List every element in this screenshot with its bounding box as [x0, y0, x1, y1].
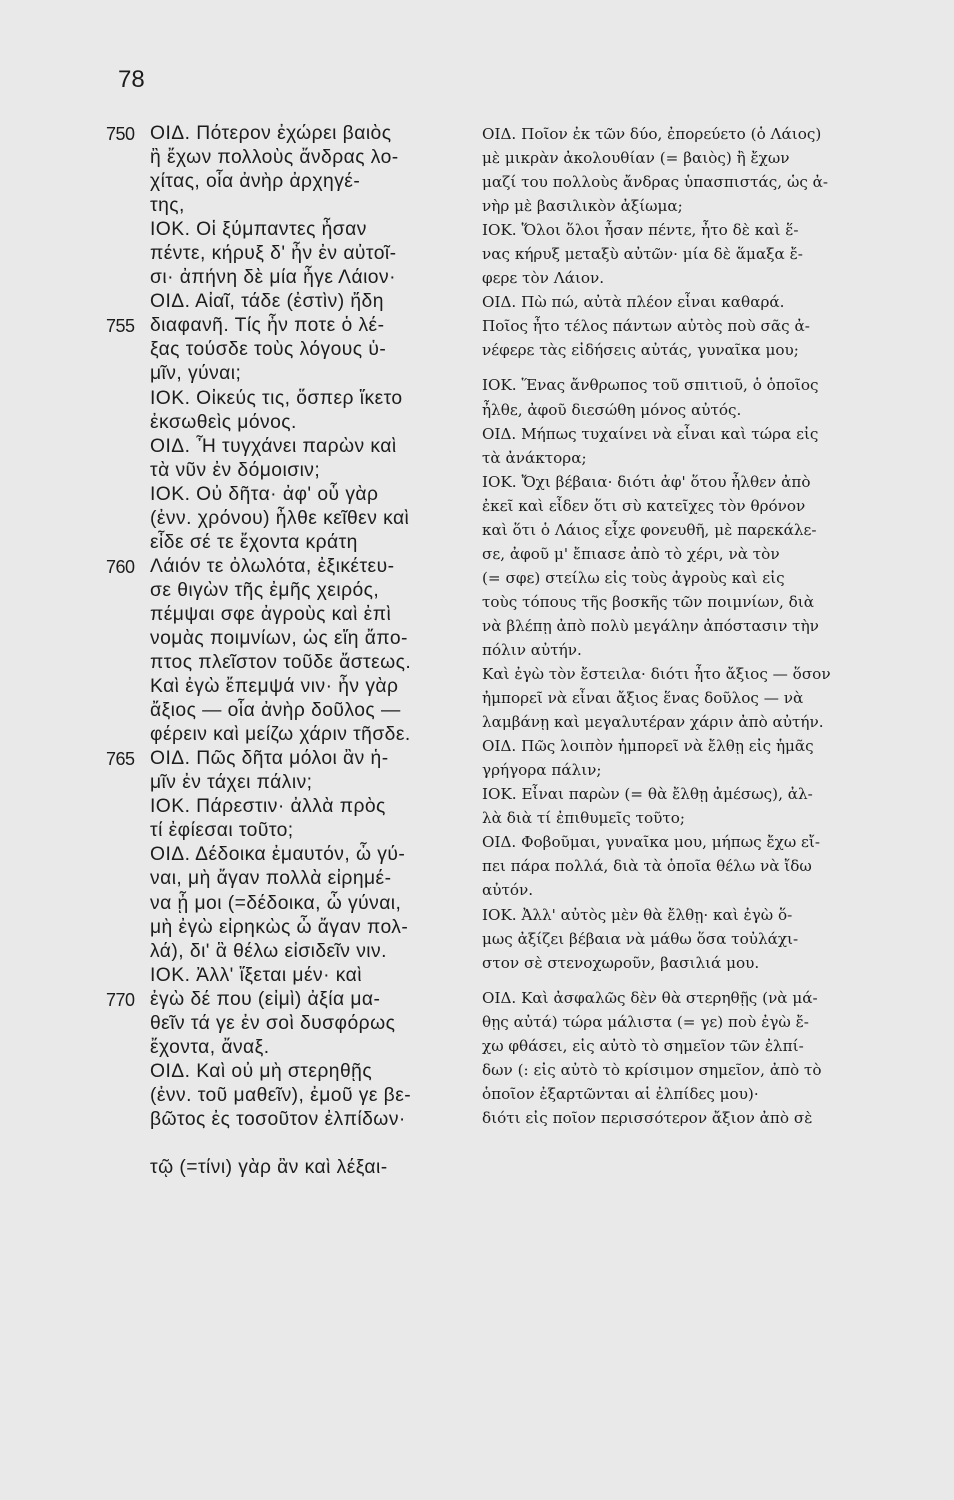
- translation-line: σε, ἀφοῦ μ' ἔπιασε ἀπὸ τὸ χέρι, νὰ τὸν: [482, 544, 780, 563]
- greek-line-text: νομὰς ποιμνίων, ὡς εἴη ἄπο-: [150, 627, 408, 649]
- greek-line: [150, 627, 468, 651]
- greek-line-text: ΟΙΔ. Δέδοικα ἐμαυτόν, ὦ γύ-: [150, 844, 406, 866]
- greek-line: [150, 170, 468, 194]
- translation-line: ΟΙΔ. Καὶ ἀσφαλῶς δὲν θὰ στερηθῇς (νὰ μά-: [482, 988, 818, 1007]
- greek-line-text: σε θιγὼν τῆς ἐμῆς χειρός,: [150, 579, 380, 601]
- translation-line: πόλιν αὐτήν.: [482, 640, 582, 659]
- modern-translation-column: [482, 122, 914, 1130]
- greek-line-text: ΙΟΚ. Οἱ ξύμπαντες ἦσαν: [150, 219, 367, 241]
- translation-line: μαζί του πολλοὺς ἄνδρας ὑπασπιστάς, ὡς ἀ-: [482, 173, 829, 192]
- translation-line: ΟΙΔ. Πῶς λοιπὸν ἠμπορεῖ νὰ ἔλθῃ εἰς ἡμᾶς: [482, 737, 814, 756]
- greek-line: [150, 819, 468, 843]
- greek-line-text: μῖν ἐν τάχει πάλιν;: [150, 772, 313, 794]
- greek-line-text: πέντε, κήρυξ δ' ἦν ἐν αὐτοῖ-: [150, 243, 397, 265]
- translation-line: νας κήρυξ μεταξὺ αὐτῶν· μία δὲ ἅμαξα ἔ-: [482, 245, 803, 264]
- greek-line-text: (ἐνν. τοῦ μαθεῖν), ἐμοῦ γε βε-: [150, 1084, 412, 1106]
- greek-line: [150, 435, 468, 459]
- greek-line: [150, 531, 468, 555]
- translation-line: θῃς αὐτά) τώρα μάλιστα (= γε) ποὺ ἐγὼ ἔ-: [482, 1012, 809, 1031]
- translation-line: λαμβάνῃ καὶ μεγαλυτέραν χάριν ἀπὸ αὐτήν.: [482, 713, 824, 732]
- translation-line: (= σφε) στείλω εἰς τοὺς ἀγροὺς καὶ εἰς: [482, 568, 785, 587]
- greek-line-text: πτος πλεῖστον τοῦδε ἄστεως.: [150, 652, 412, 674]
- greek-line: [150, 843, 468, 867]
- greek-line: [150, 771, 468, 795]
- translation-line: γρήγορα πάλιν;: [482, 761, 602, 780]
- greek-line-text: ἐκσωθεὶς μόνος.: [150, 411, 297, 433]
- greek-line: [106, 122, 468, 146]
- greek-line: [150, 338, 468, 362]
- greek-line-text: τῷ (=τίνι) γὰρ ἂν καὶ λέξαι-: [150, 1157, 388, 1179]
- translation-line: ΙΟΚ. Ὄχι βέβαια· διότι ἀφ' ὅτου ἦλθεν ἀπὸ: [482, 472, 811, 491]
- greek-line: [150, 916, 468, 940]
- translation-line: ΟΙΔ. Φοβοῦμαι, γυναῖκα μου, μήπως ἔχω εἴ-: [482, 833, 820, 852]
- greek-line-text: (ἐνν. χρόνου) ἦλθε κεῖθεν καὶ: [150, 507, 410, 529]
- greek-line-text: τὰ νῦν ἐν δόμοισιν;: [150, 459, 321, 481]
- greek-line: [150, 1108, 468, 1132]
- translation-line: μως ἀξίζει βέβαια νὰ μάθω ὅσα τοὐλάχι-: [482, 929, 799, 948]
- greek-line-text: βῶτος ἐς τοσοῦτον ἐλπίδων·: [150, 1108, 406, 1130]
- greek-line: [150, 579, 468, 603]
- greek-line: [150, 1084, 468, 1108]
- translation-line: στον σὲ στενοχωροῦν, βασιλιά μου.: [482, 953, 760, 972]
- translation-line: Ποῖος ἦτο τέλος πάντων αὐτὸς ποὺ σᾶς ἀ-: [482, 317, 810, 336]
- greek-line-text: μὴ ἐγὼ εἰρηκὼς ὦ ἄγαν πολ-: [150, 916, 409, 938]
- greek-line-text: μῖν, γύναι;: [150, 363, 242, 385]
- greek-line-text: διαφανῆ. Τίς ἦν ποτε ὁ λέ-: [150, 315, 385, 337]
- greek-line-text: θεῖν τά γε ἐν σοὶ δυσφόρως: [150, 1012, 396, 1034]
- greek-line: [150, 290, 468, 314]
- greek-line: [106, 747, 468, 771]
- greek-line-text: ΟΙΔ. Καὶ οὐ μὴ στερηθῇς: [150, 1060, 373, 1082]
- greek-line: [106, 555, 468, 579]
- verse-number: 770: [106, 989, 135, 1010]
- translation-line: φερε τὸν Λάιον.: [482, 269, 605, 288]
- greek-line: [150, 940, 468, 964]
- greek-line-text: φέρειν καὶ μείζω χάριν τῆσδε.: [150, 724, 411, 746]
- greek-line: [150, 892, 468, 916]
- greek-line: [150, 242, 468, 266]
- translation-line: ΙΟΚ. Ἕνας ἄνθρωπος τοῦ σπιτιοῦ, ὁ ὁποῖος: [482, 376, 819, 395]
- greek-line-text: ἄξιος — οἷα ἀνὴρ δοῦλος —: [150, 700, 401, 722]
- greek-line: [150, 507, 468, 531]
- greek-line: [150, 699, 468, 723]
- greek-line-text: ναι, μὴ ἄγαν πολλὰ εἰρημέ-: [150, 868, 392, 890]
- greek-line: [150, 387, 468, 411]
- translation-line: ΟΙΔ. Ποῖον ἐκ τῶν δύο, ἐπορεύετο (ὁ Λάιος): [482, 125, 822, 143]
- translation-line: νέφερε τὰς εἰδήσεις αὐτάς, γυναῖκα μου;: [482, 341, 799, 360]
- greek-line-text: ΙΟΚ. Οἰκεύς τις, ὅσπερ ἵκετο: [150, 387, 403, 409]
- greek-line: [150, 795, 468, 819]
- greek-line: [150, 411, 468, 435]
- greek-line-text: της,: [150, 195, 185, 217]
- greek-line: [150, 146, 468, 170]
- translation-line: χω φθάσει, εἰς αὐτὸ τὸ σημεῖον τῶν ἐλπί-: [482, 1036, 804, 1055]
- translation-line: μὲ μικρὰν ἀκολουθίαν (= βαιὸς) ἢ ἔχων: [482, 149, 790, 168]
- translation-line: ΙΟΚ. Ὅλοι ὅλοι ἦσαν πέντε, ἦτο δὲ καὶ ἕ-: [482, 221, 799, 240]
- greek-line-text: ΙΟΚ. Ἀλλ' ἵξεται μέν· καὶ: [150, 964, 362, 986]
- translation-line: ΟΙΔ. Πὼ πώ, αὐτὰ πλέον εἶναι καθαρά.: [482, 293, 785, 312]
- greek-line: [150, 964, 468, 988]
- greek-line-text: λά), δι' ἃ θέλω εἰσιδεῖν νιν.: [150, 940, 387, 962]
- greek-line: [150, 1060, 468, 1084]
- page-number: 78: [118, 66, 145, 93]
- greek-line: [150, 362, 468, 386]
- verse-number: 760: [106, 556, 135, 577]
- greek-line-text: Καὶ ἐγὼ ἔπεμψά νιν· ἦν γὰρ: [150, 676, 399, 698]
- translation-line: καὶ ὅτι ὁ Λάιος εἶχε φονευθῆ, μὲ παρεκάλε-: [482, 520, 817, 539]
- greek-line-text: ΟΙΔ. Πότερον ἐχώρει βαιὸς: [150, 123, 392, 144]
- greek-line: [150, 651, 468, 675]
- greek-line-text: πέμψαι σφε ἀγροὺς καὶ ἐπὶ: [150, 603, 392, 625]
- greek-line-text: ἔχοντα, ἄναξ.: [150, 1036, 270, 1058]
- translation-line: τοὺς τόπους τῆς βοσκῆς τῶν ποιμνίων, διὰ: [482, 592, 815, 611]
- translation-line: δων (: εἰς αὐτὸ τὸ κρίσιμον σημεῖον, ἀπὸ τὸ: [482, 1060, 822, 1079]
- greek-line: [150, 1156, 468, 1180]
- greek-line: [150, 1036, 468, 1060]
- greek-line-text: ΟΙΔ. Ἦ τυγχάνει παρὼν καὶ: [150, 435, 397, 457]
- verse-number: 750: [106, 124, 135, 144]
- translation-line: ΙΟΚ. Ἀλλ' αὐτὸς μὲν θὰ ἔλθῃ· καὶ ἐγὼ ὅ-: [482, 905, 793, 924]
- greek-line: [150, 603, 468, 627]
- greek-line: [150, 459, 468, 483]
- translation-line: ἐκεῖ καὶ εἶδεν ὅτι σὺ κατεῖχες τὸν θρόνον: [482, 496, 806, 515]
- greek-line: [150, 1132, 468, 1156]
- translation-line: ἠμπορεῖ νὰ εἶναι ἄξιος ἕνας δοῦλος — νὰ: [482, 689, 804, 708]
- translation-line: λὰ διὰ τί ἐπιθυμεῖς τοῦτο;: [482, 809, 686, 828]
- translation-line: Καὶ ἐγὼ τὸν ἔστειλα· διότι ἦτο ἄξιος — ὅσον: [482, 665, 831, 684]
- greek-line-text: ΟΙΔ. Πῶς δῆτα μόλοι ἂν ἡ-: [150, 748, 389, 770]
- translation-line: ὁποῖον ἐξαρτῶνται αἱ ἐλπίδες μου)·: [482, 1084, 759, 1103]
- greek-line-text: ΙΟΚ. Πάρεστιν· ἀλλὰ πρὸς: [150, 796, 386, 818]
- greek-line-text: ΟΙΔ. Αἰαῖ, τάδε (ἐστὶν) ἤδη: [150, 291, 384, 313]
- greek-line: [150, 218, 468, 242]
- translation-line: διότι εἰς ποῖον περισσότερον ἄξιον ἀπὸ σὲ: [482, 1108, 813, 1127]
- translation-line: νὴρ μὲ βασιλικὸν ἀξίωμα;: [482, 197, 683, 216]
- greek-line-text: εἶδε σέ τε ἔχοντα κράτη: [150, 531, 358, 553]
- greek-line: [150, 723, 468, 747]
- greek-line-text: σι· ἀπήνη δὲ μία ἦγε Λάιον·: [150, 267, 396, 289]
- verse-number: 755: [106, 316, 135, 337]
- translation-line: πει πάρα πολλά, διὰ τὰ ὁποῖα θέλω νὰ ἴδω: [482, 857, 812, 876]
- greek-line: [150, 194, 468, 218]
- greek-line-text: ξας τούσδε τοὺς λόγους ὑ-: [150, 339, 387, 361]
- greek-line: [150, 867, 468, 891]
- greek-line-text: τί ἐφίεσαι τοῦτο;: [150, 820, 294, 842]
- translation-line: ΙΟΚ. Εἶναι παρὼν (= θὰ ἔλθῃ ἀμέσως), ἀλ-: [482, 785, 813, 804]
- greek-line: [150, 675, 468, 699]
- translation-line: τὰ ἀνάκτορα;: [482, 448, 587, 467]
- greek-line-text: χίτας, οἷα ἀνὴρ ἀρχηγέ-: [150, 171, 361, 193]
- greek-line: [150, 266, 468, 290]
- greek-line-text: ἢ ἔχων πολλοὺς ἄνδρας λο-: [150, 147, 399, 169]
- greek-line-text: να ᾖ μοι (=δέδοικα, ὦ γύναι,: [150, 892, 402, 914]
- translation-line: ἦλθε, ἀφοῦ διεσώθη μόνος αὐτός.: [482, 400, 742, 419]
- translation-line: νὰ βλέπῃ ἀπὸ πολὺ μεγάλην ἀπόστασιν τὴν: [482, 616, 819, 635]
- greek-line: [150, 483, 468, 507]
- greek-line: [150, 1012, 468, 1036]
- greek-line-text: ἐγὼ δέ που (εἰμὶ) ἀξία μα-: [150, 988, 381, 1010]
- greek-line-text: ΙΟΚ. Οὐ δῆτα· ἀφ' οὗ γὰρ: [150, 483, 379, 505]
- translation-line: αὐτόν.: [482, 881, 534, 900]
- translation-line: ΟΙΔ. Μήπως τυχαίνει νὰ εἶναι καὶ τώρα εἰς: [482, 424, 819, 443]
- greek-original-column: [106, 122, 468, 1180]
- greek-line-text: Λάιόν τε ὀλωλότα, ἐξικέτευ-: [150, 555, 395, 577]
- greek-line: [106, 314, 468, 338]
- greek-line: [106, 988, 468, 1012]
- verse-number: 765: [106, 749, 135, 770]
